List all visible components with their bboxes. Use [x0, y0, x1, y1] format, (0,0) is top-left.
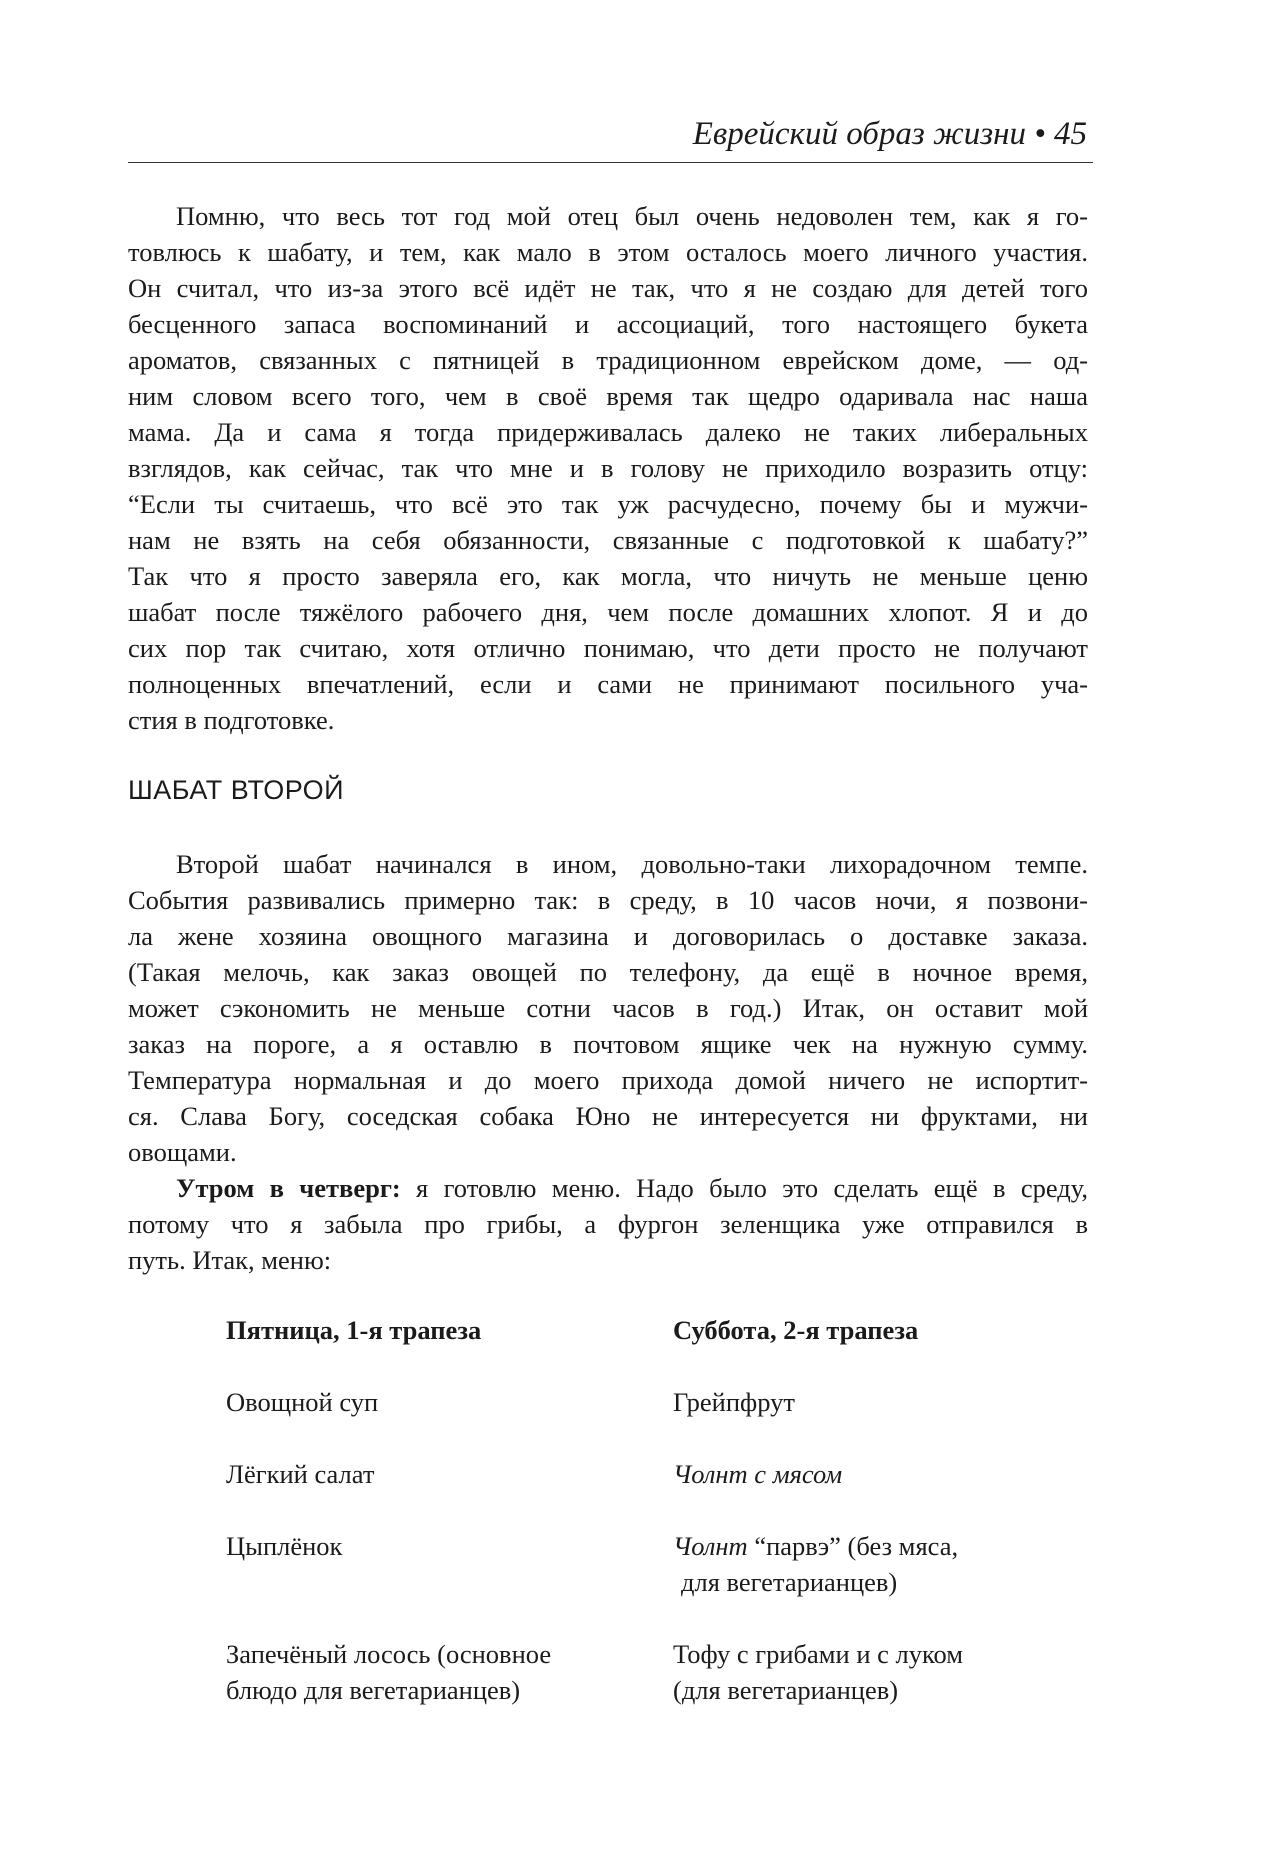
menu-item-line: Чолнт [673, 1531, 748, 1561]
text-line [128, 1170, 1088, 1206]
text-line: Температура нормальная и до моего прихода домой ничего не испортит- [128, 1065, 1088, 1095]
menu-item-line: Запечёный лосось (основное [226, 1639, 552, 1669]
text-line: Второй шабат начинался в ином, довольно-таки лихорадочном темпе. [176, 849, 1088, 879]
menu-item: Цыплёнок [226, 1531, 343, 1561]
menu-item [226, 1636, 551, 1708]
text-line: сих пор так считаю, хотя отлично понимаю, что дети просто не получают [128, 633, 1088, 663]
menu-item-line: для вегетарианцев) [681, 1567, 898, 1597]
menu-item: Грейпфрут [673, 1387, 795, 1417]
paragraph-2 [128, 846, 1088, 1170]
text-line: мама. Да и сама я тогда придерживалась далеко не таких либеральных [128, 417, 1088, 447]
text-line: заказ на пороге, а я оставлю в почтовом ящике чек на нужную сумму. [128, 1029, 1088, 1059]
text-line: “Если ты считаешь, что всё это так уж расчудесно, почему бы и мужчи- [128, 489, 1088, 519]
text-line: Так что я просто заверяла его, как могла, что ничуть не меньше ценю [128, 561, 1088, 591]
menu-item-line: блюдо для вегетарианцев) [226, 1675, 521, 1705]
running-header [128, 112, 1093, 163]
text-line: бесценного запаса воспоминаний и ассоциаций, того настоящего букета [128, 309, 1088, 339]
menu-item [673, 1636, 963, 1708]
menu-saturday [673, 1312, 1093, 1705]
menu-item-line: “парвэ” (без мяса, [747, 1531, 959, 1561]
bold-lead: Утром в четверг: [176, 1173, 401, 1203]
paragraph-3 [128, 1170, 1088, 1278]
menu-item-line: Тофу с грибами и с луком [673, 1639, 964, 1669]
text-line: полноценных впечатлений, если и сами не принимают посильного уча- [128, 669, 1088, 699]
menu-item: Лёгкий салат [226, 1459, 375, 1489]
section-heading: ШАБАТ ВТОРОЙ [128, 775, 345, 805]
menu-saturday-title: Суббота, 2-я трапеза [673, 1315, 919, 1345]
menu-item-line: (для вегетарианцев) [673, 1675, 899, 1705]
text-line: может сэкономить не меньше сотни часов в год.) Итак, он оставит мой [128, 993, 1088, 1023]
running-title: Еврейский образ жизни • 45 [692, 116, 1087, 152]
text-line: овощами. [128, 1137, 237, 1167]
text-line: Помню, что весь тот год мой отец был очень недоволен тем, как я го- [176, 201, 1088, 231]
text-line: ним словом всего того, чем в своё время так щедро одаривала нас наша [128, 381, 1088, 411]
text-line: События развивались примерно так: в среду, в 10 часов ночи, я позвони- [128, 885, 1088, 915]
menu-friday [226, 1312, 646, 1705]
text-line: ла жене хозяина овощного магазина и договорилась о доставке заказа. [128, 921, 1088, 951]
text-line: ся. Слава Богу, соседская собака Юно не интересуется ни фруктами, ни [128, 1101, 1088, 1131]
menu-item: Овощной суп [226, 1387, 379, 1417]
text-line: товлюсь к шабату, и тем, как мало в этом осталось моего личного участия. [128, 237, 1088, 267]
text-line: взглядов, как сейчас, так что мне и в голову не приходило возразить отцу: [128, 453, 1088, 483]
menu-item: Чолнт с мясом [673, 1459, 843, 1489]
text-run: я готовлю меню. Надо было это сделать ещё в среду, [400, 1173, 1088, 1203]
paragraph-1 [128, 198, 1088, 738]
text-line: стия в подготовке. [128, 705, 335, 735]
text-line: (Такая мелочь, как заказ овощей по телефону, да ещё в ночное время, [128, 957, 1088, 987]
text-line: ароматов, связанных с пятницей в традиционном еврейском доме, — од- [128, 345, 1088, 375]
text-line: шабат после тяжёлого рабочего дня, чем после домашних хлопот. Я и до [128, 597, 1088, 627]
menu-friday-title: Пятница, 1-я трапеза [226, 1315, 482, 1345]
text-line: потому что я забыла про грибы, а фургон зеленщика уже отправился в [128, 1209, 1088, 1239]
text-line: Он считал, что из-за этого всё идёт не так, что я не создаю для детей того [128, 273, 1088, 303]
text-line: нам не взять на себя обязанности, связанные с подготовкой к шабату?” [128, 525, 1088, 555]
menu-item [673, 1528, 958, 1600]
text-line: путь. Итак, меню: [128, 1245, 332, 1275]
